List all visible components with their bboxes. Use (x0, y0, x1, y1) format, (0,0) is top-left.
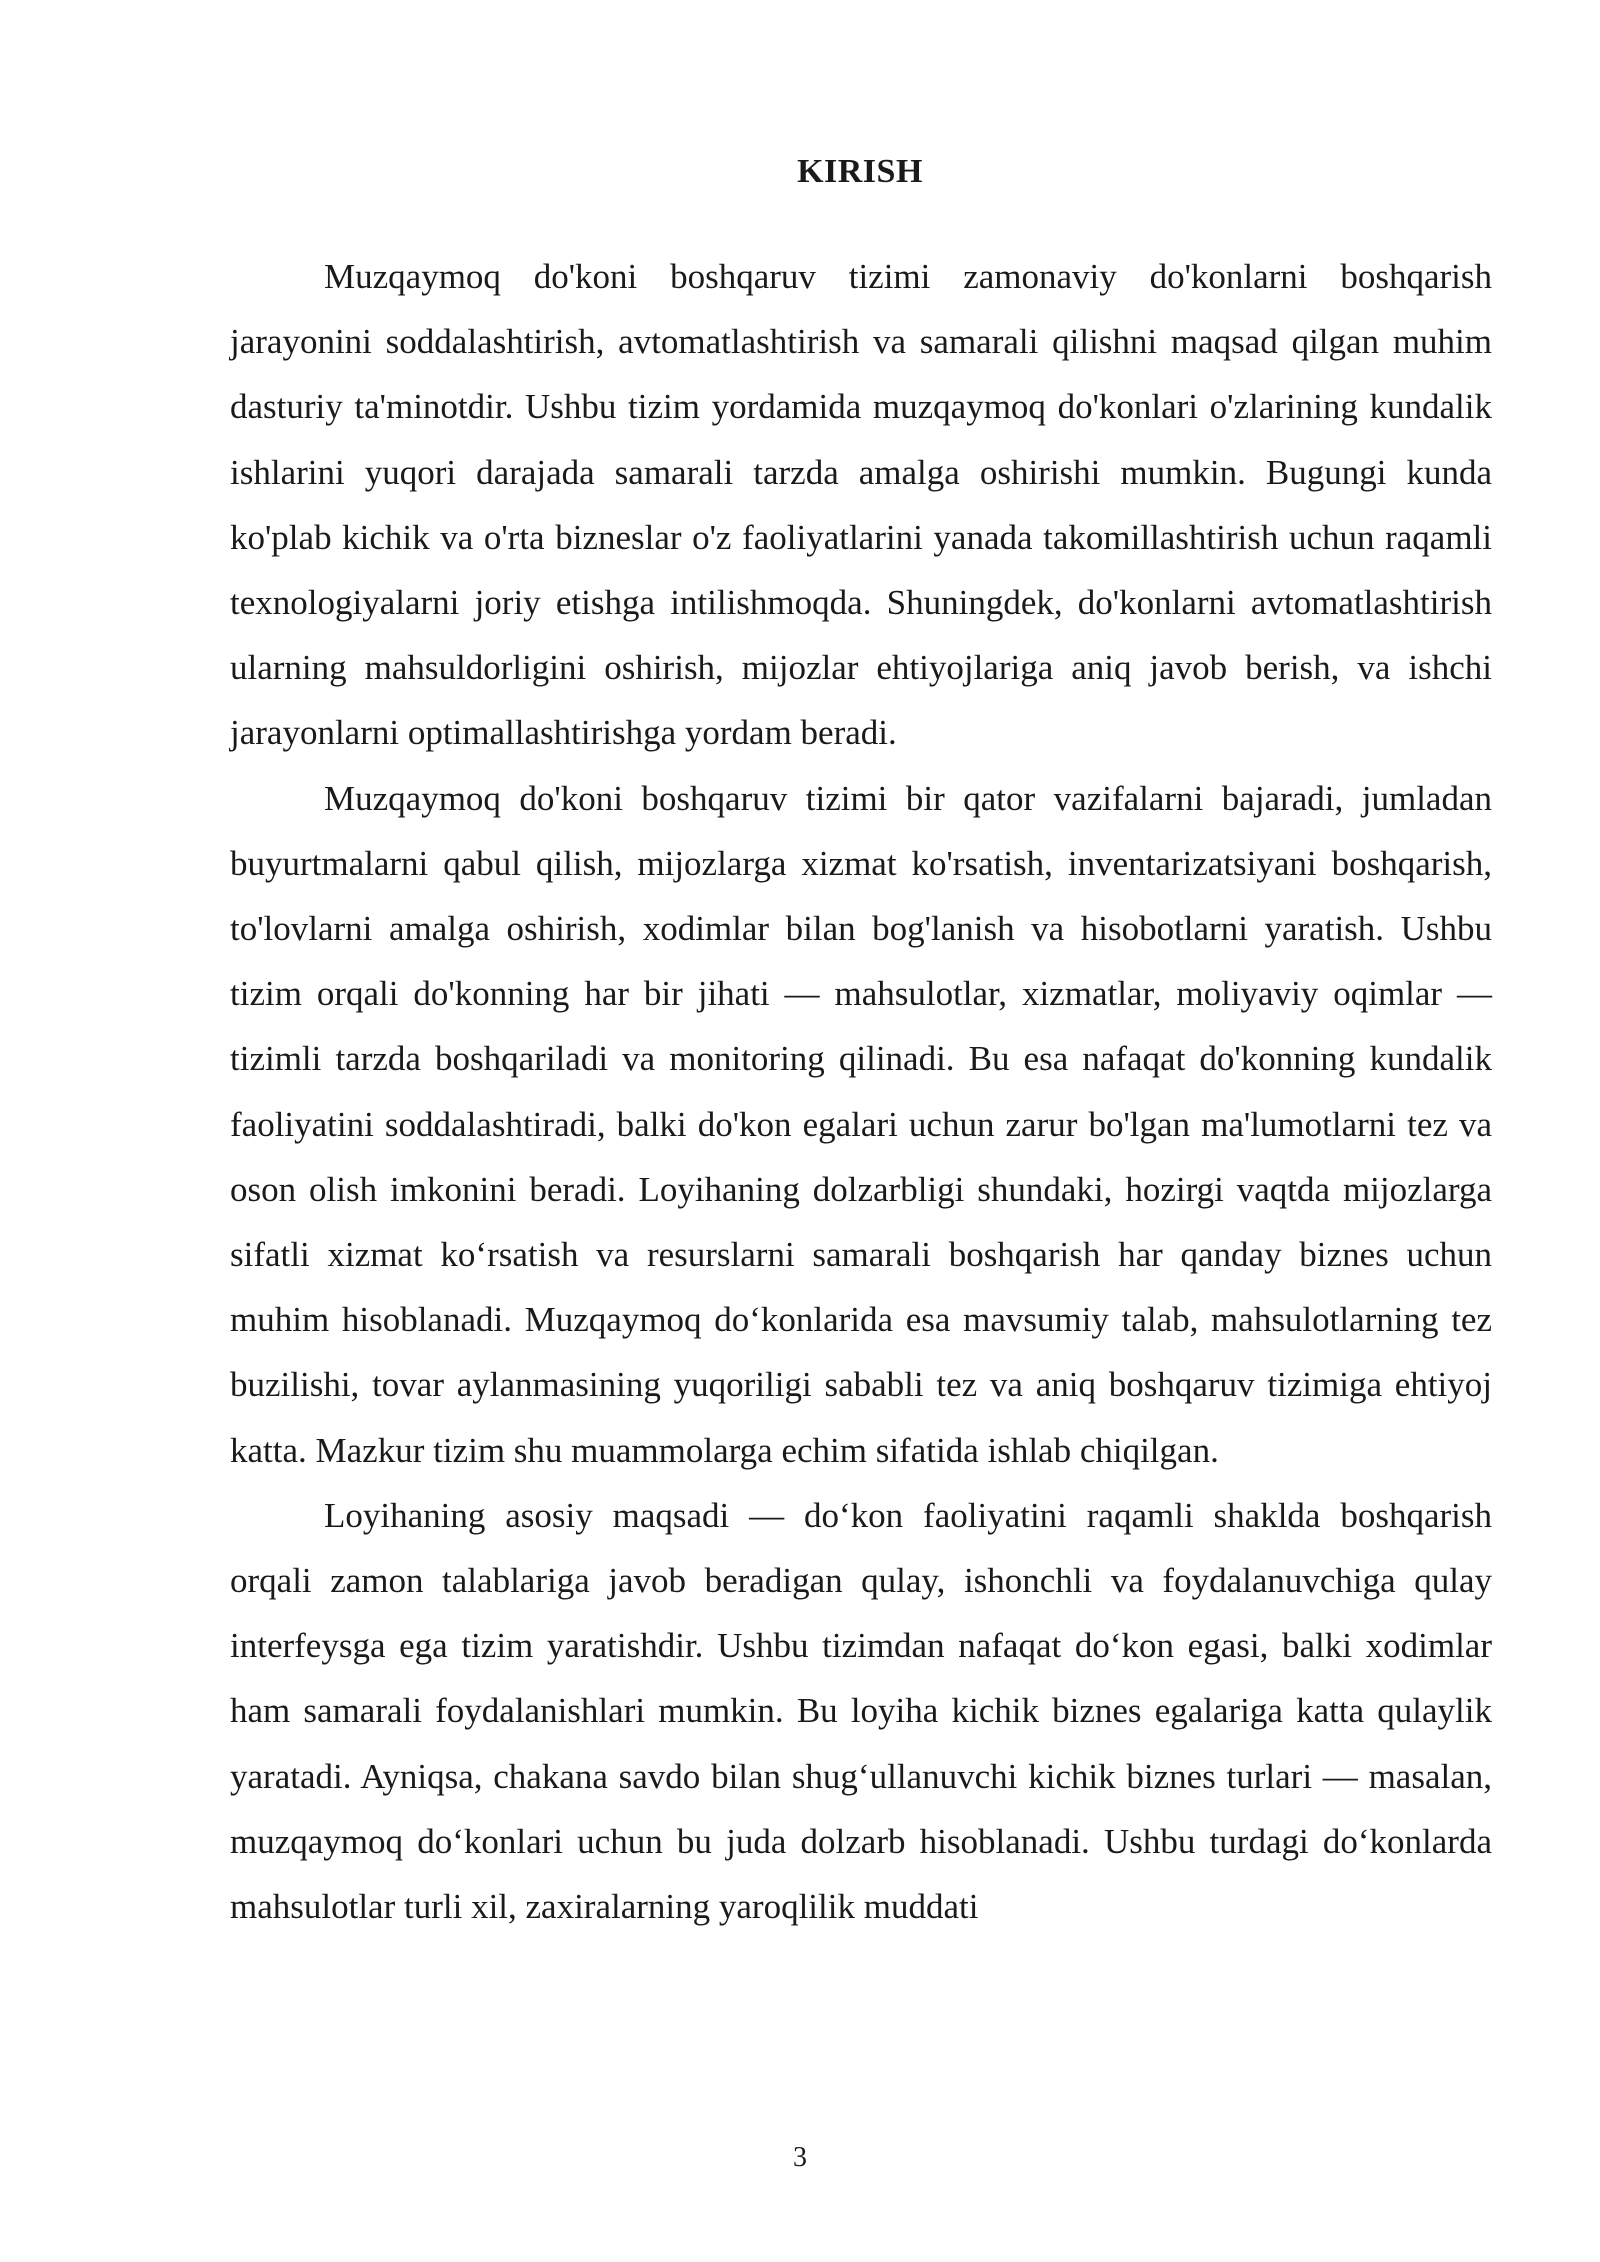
paragraph-3: Loyihaning asosiy maqsadi — do‘kon faoliyatini raqamli shaklda boshqarish orqali zamon talablariga javob beradigan qulay, ishonchli va foydalanuvchiga qulay interfeysga ega tizim yaratishdir. Ushbu tizimdan nafaqat do‘kon egasi, balki xodimlar ham samarali foydalanishlari mumkin. Bu loyiha kichik biznes egalariga katta qulaylik yaratadi. Ayniqsa, chakana savdo bilan shug‘ullanuvchi kichik biznes turlari — masalan, muzqaymoq do‘konlari uchun bu juda dolzarb hisoblanadi. Ushbu turdagi do‘konlarda mahsulotlar turli xil, zaxiralarning yaroqlilik muddati (230, 1495, 1492, 1927)
paragraph-2: Muzqaymoq do'koni boshqaruv tizimi bir qator vazifalarni bajaradi, jumladan buyurtmalarni qabul qilish, mijozlarga xizmat ko'rsatish, inventarizatsiyani boshqarish, to'lovlarni amalga oshirish, xodimlar bilan bog'lanish va hisobotlarni yaratish. Ushbu tizim orqali do'konning har bir jihati — mahsulotlar, xizmatlar, moliyaviy oqimlar — tizimli tarzda boshqariladi va monitoring qilinadi. Bu esa nafaqat do'konning kundalik faoliyatini soddalashtiradi, balki do'kon egalari uchun zarur bo'lgan ma'lumotlarni tez va oson olish imkonini beradi. Loyihaning dolzarbligi shundaki, hozirgi vaqtda mijozlarga sifatli xizmat ko‘rsatish va resurslarni samarali boshqarish har qanday biznes uchun muhim hisoblanadi. Muzqaymoq do‘konlarida esa mavsumiy talab, mahsulotlarning tez buzilishi, tovar aylanmasining yuqoriligi sababli tez va aniq boshqaruv tizimiga ehtiyoj katta. Mazkur tizim shu muammolarga echim sifatida ishlab chiqilgan. (230, 778, 1492, 1470)
page-title: KIRISH (797, 153, 923, 190)
paragraph-1: Muzqaymoq do'koni boshqaruv tizimi zamonaviy do'konlarni boshqarish jarayonini soddalashtirish, avtomatlashtirish va samarali qilishni maqsad qilgan muhim dasturiy ta'minotdir. Ushbu tizim yordamida muzqaymoq do'konlari o'zlarining kundalik ishlarini yuqori darajada samarali tarzda amalga oshirishi mumkin. Bugungi kunda ko'plab kichik va o'rta bizneslar o'z faoliyatlarini yanada takomillashtirish uchun raqamli texnologiyalarni joriy etishga intilishmoqda. Shuningdek, do'konlarni avtomatlashtirish ularning mahsuldorligini oshirish, mijozlar ehtiyojlariga aniq javob berish, va ishchi jarayonlarni optimallashtirishga yordam beradi. (230, 257, 1492, 753)
document-body (230, 244, 1492, 1939)
page-number: 3 (793, 2142, 807, 2173)
